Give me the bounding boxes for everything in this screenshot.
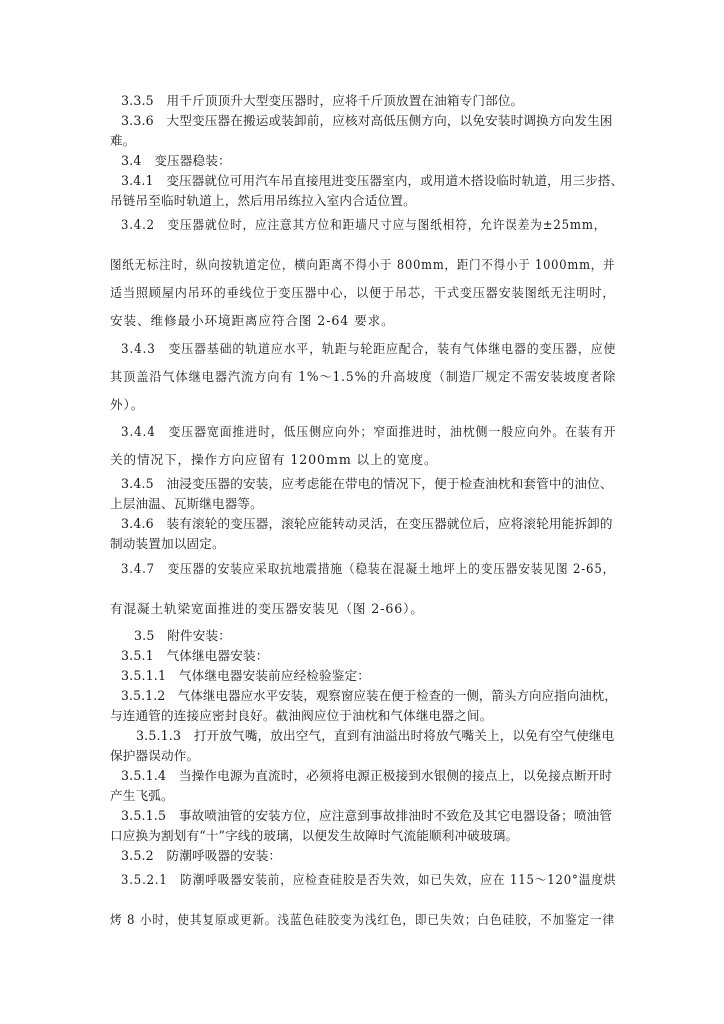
text-line: 吊链吊至临时轨道上，然后用吊练拉入室内合适位置。 bbox=[110, 193, 416, 208]
text-line: 与连通管的连接应密封良好。截油阀应位于油枕和气体继电器之间。 bbox=[110, 708, 493, 723]
text-line: 3.5.1.4 当操作电源为直流时，必须将电源正极接到水银侧的接点上，以免接点断开时 bbox=[121, 768, 613, 783]
text-line: 3.5 附件安装： bbox=[134, 628, 231, 643]
text-line: 保护器误动作。 bbox=[110, 748, 200, 763]
text-line: 3.4.6 装有滚轮的变压器，滚轮应能转动灵活，在变压器就位后，应将滚轮用能拆卸的 bbox=[121, 516, 613, 531]
text-line: 3.5.1.1 气体继电器安装前应经检验鉴定： bbox=[121, 668, 371, 683]
text-line: 3.4.1 变压器就位可用汽车吊直接甩进变压器室内，或用道木搭设临时轨道，用三步搭、 bbox=[121, 173, 624, 188]
text-line: 适当照顾屋内吊环的垂线位于变压器中心，以便于吊芯，干式变压器安装图纸无注明时， bbox=[110, 285, 616, 300]
text-line: 3.5.1.3 打开放气嘴，放出空气，直到有油溢出时将放气嘴关上，以免有空气使继电 bbox=[136, 728, 615, 743]
text-line: 烤 8 小时，使其复原或更新。浅蓝色硅胶变为浅红色，即已失效；白色硅胶，不加鉴定一律 bbox=[110, 912, 615, 927]
text-line: 3.5.2 防潮呼吸器的安装： bbox=[121, 848, 282, 863]
text-line: 图纸无标注时，纵向按轨道定位，横向距离不得小于 800mm，距门不得小于 1000mm，并 bbox=[110, 257, 616, 272]
text-line: 安装、维修最小环境距离应符合图 2-64 要求。 bbox=[110, 313, 395, 328]
text-line: 外）。 bbox=[110, 397, 145, 412]
text-line: 产生飞弧。 bbox=[110, 788, 174, 803]
text-line: 关的情况下，操作方向应留有 1200mm 以上的宽度。 bbox=[110, 452, 438, 467]
text-line: 3.5.2.1 防潮呼吸器安装前，应检查硅胶是否失效，如已失效，应在 115～120°温度烘 bbox=[121, 872, 617, 887]
text-line: 3.4.7 变压器的安装应采取抗地震措施（稳装在混凝土地坪上的变压器安装见图 2-65， bbox=[121, 561, 616, 576]
text-line: 3.3.5 用千斤顶顶升大型变压器时，应将千斤顶放置在油箱专门部位。 bbox=[121, 93, 524, 108]
text-line: 3.3.6 大型变压器在搬运或装卸前，应核对高低压侧方向，以免安装时调换方向发生困 bbox=[121, 113, 613, 128]
text-line: 3.5.1.5 事故喷油管的安装方位，应注意到事故排油时不致危及其它电器设备；喷油管 bbox=[121, 808, 613, 823]
text-line: 制动装置加以固定。 bbox=[110, 536, 225, 551]
text-line: 3.5.1.2 气体继电器应水平安装，观察窗应装在便于检查的一侧，箭头方向应指向油枕， bbox=[121, 688, 617, 703]
text-line: 3.5.1 气体继电器安装： bbox=[121, 648, 269, 663]
text-line: 3.4.4 变压器宽面推进时，低压侧应向外；窄面推进时，油枕侧一般应向外。在装有开 bbox=[121, 424, 617, 439]
text-line: 有混凝土轨梁宽面推进的变压器安装见（图 2-66）。 bbox=[110, 601, 424, 616]
text-line: 3.4.3 变压器基础的轨道应水平，轨距与轮距应配合，装有气体继电器的变压器，应使 bbox=[121, 341, 617, 356]
text-line: 其顶盖沿气体继电器汽流方向有 1%～1.5%的升高坡度（制造厂规定不需安装坡度者除 bbox=[110, 369, 617, 384]
text-line: 3.4.2 变压器就位时，应注意其方位和距墙尺寸应与图纸相符，允许误差为±25mm， bbox=[121, 217, 607, 232]
text-line: 3.4 变压器稳装： bbox=[121, 153, 231, 168]
text-line: 难。 bbox=[110, 133, 136, 148]
text-line: 口应换为割划有“十”字线的玻璃，以便发生故障时气流能顺利冲破玻璃。 bbox=[110, 828, 519, 843]
text-line: 上层油温、瓦斯继电器等。 bbox=[110, 496, 263, 511]
text-line: 3.4.5 油浸变压器的安装，应考虑能在带电的情况下，便于检查油枕和套管中的油位、 bbox=[121, 476, 613, 491]
